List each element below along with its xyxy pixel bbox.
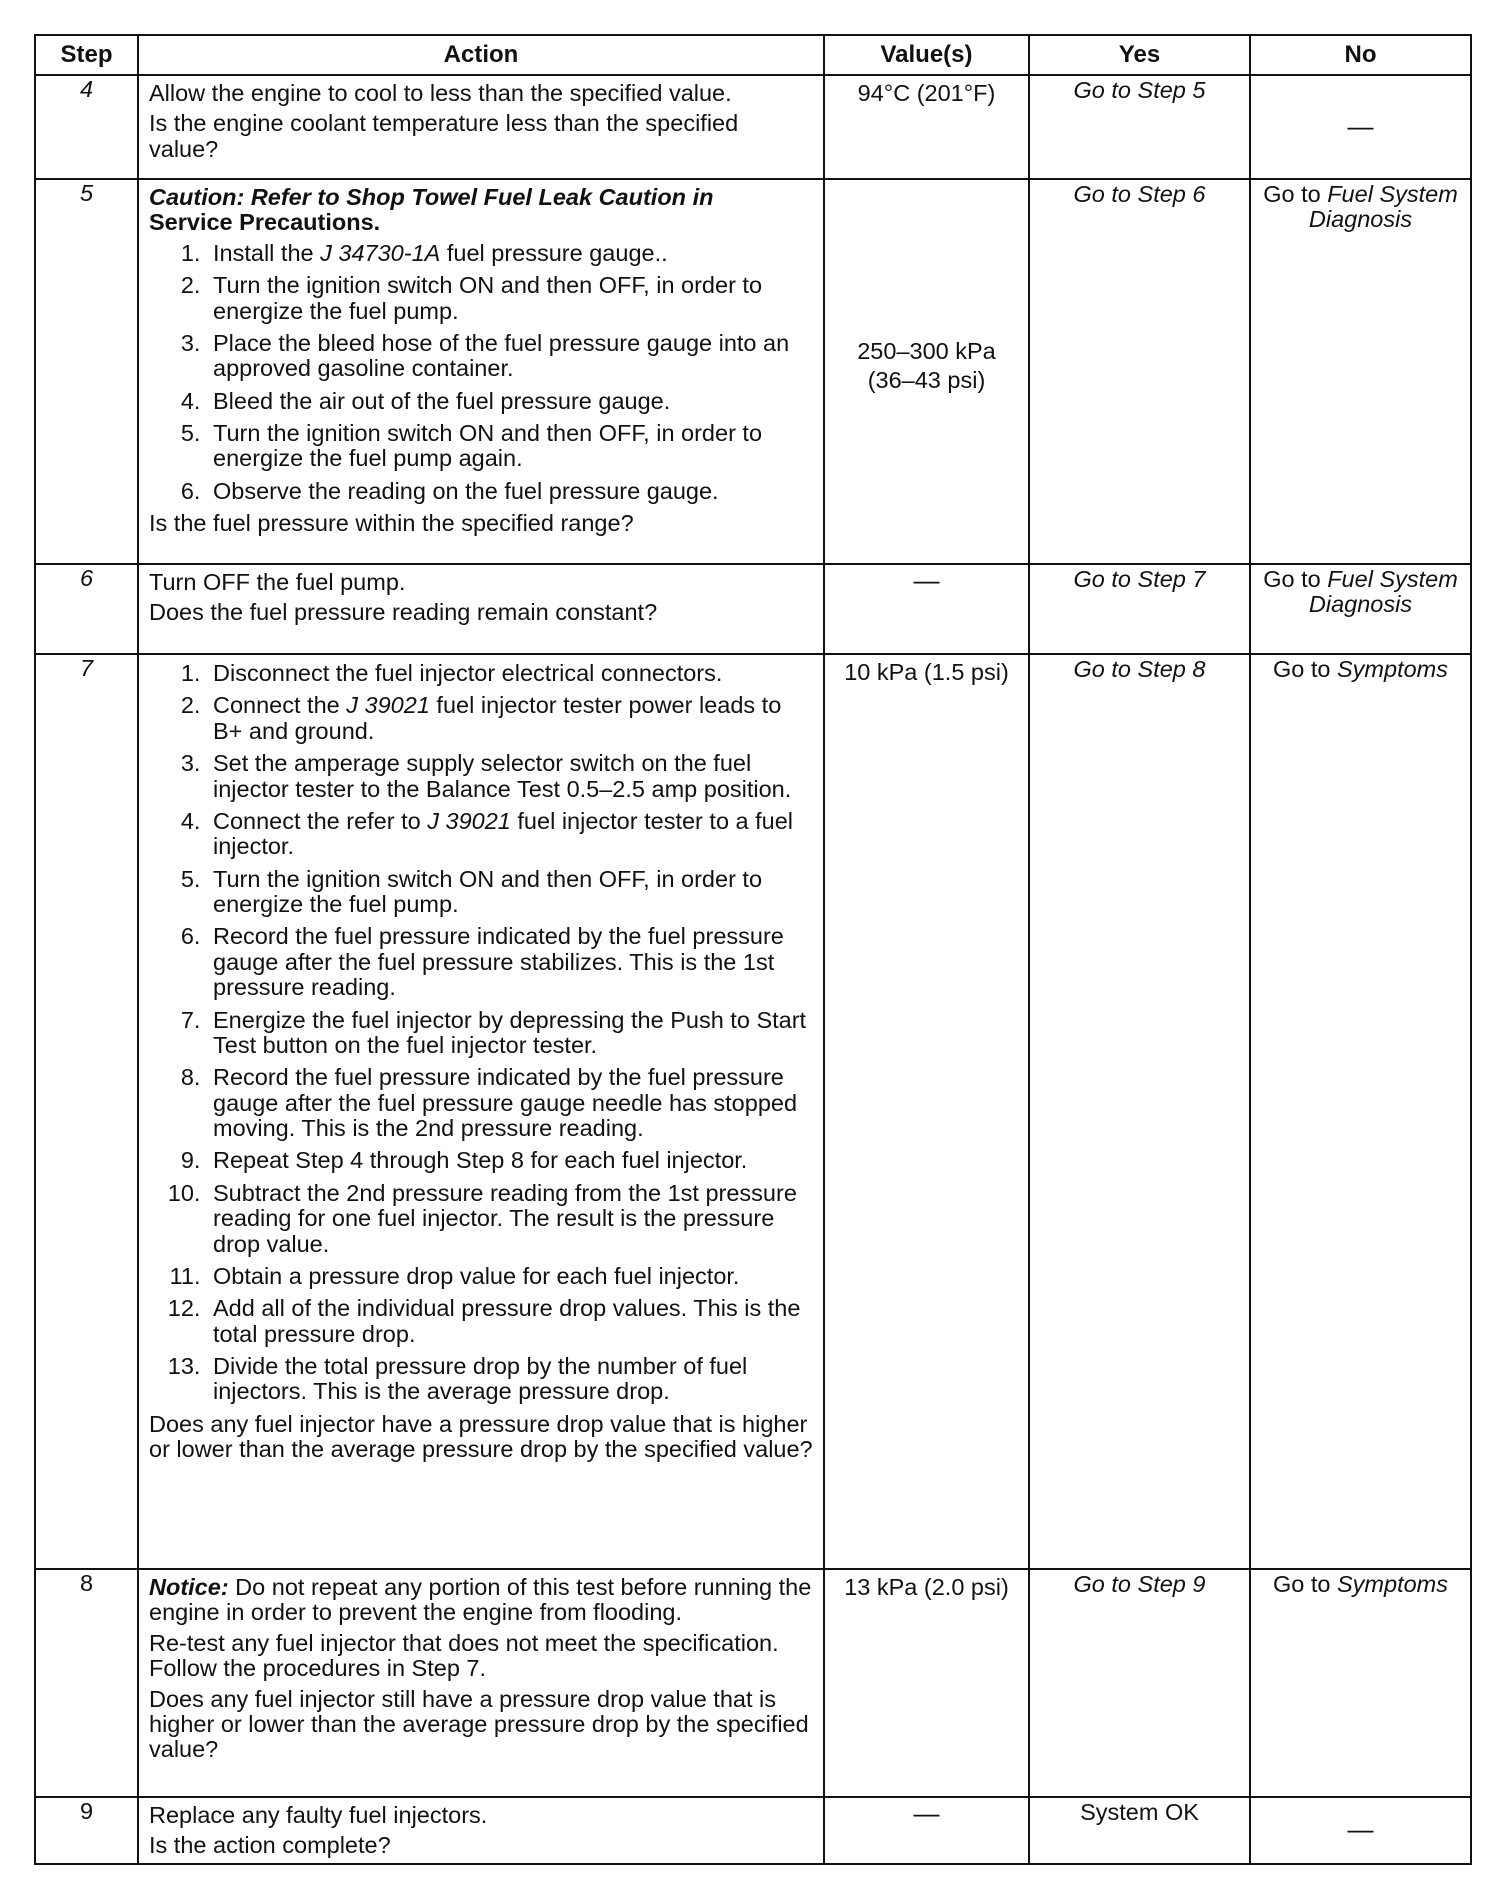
list-item: 7. Energize the fuel injector by depressing the Push to Start Test button on the fuel injector tester. xyxy=(207,1008,813,1059)
no-text: Go to xyxy=(1263,181,1328,207)
yes-cell xyxy=(1029,179,1250,564)
list-item xyxy=(207,241,813,266)
no-text: Go to xyxy=(1272,656,1337,682)
value-cell xyxy=(824,179,1029,564)
step-number: 4 xyxy=(35,75,138,179)
value-text: — xyxy=(913,565,940,595)
action-question: Is the action complete? xyxy=(149,1832,391,1859)
reference-link[interactable]: Fuel System Diagnosis xyxy=(1308,566,1458,618)
no-cell xyxy=(1250,1797,1471,1864)
yes-text: Go to Step 7 xyxy=(1073,566,1206,592)
step-number: 6 xyxy=(35,564,138,654)
header-values: Value(s) xyxy=(824,35,1029,75)
yes-text: Go to Step 9 xyxy=(1073,1571,1206,1597)
yes-text: Go to Step 6 xyxy=(1073,181,1206,207)
table-row xyxy=(35,654,1471,1569)
caution-label: Caution: Refer to Shop Towel Fuel Leak Caution in xyxy=(149,184,714,210)
value-text: — xyxy=(913,1798,940,1828)
action-text: Re-test any fuel injector that does not meet the specification. Follow the procedures in Step 7. xyxy=(149,1629,779,1682)
no-cell xyxy=(1250,654,1471,1569)
no-cell xyxy=(1250,564,1471,654)
list-item: 1. Disconnect the fuel injector electrical connectors. xyxy=(207,661,813,686)
list-item-text: fuel injector tester power leads to B+ and ground. xyxy=(213,692,782,744)
yes-cell xyxy=(1029,1569,1250,1797)
caution-precautions: Service Precautions. xyxy=(149,209,381,236)
value-cell xyxy=(824,1569,1029,1797)
action-question: Does any fuel injector have a pressure drop value that is higher or lower than the average pressure drop by the specified value? xyxy=(149,1410,813,1463)
table-row xyxy=(35,75,1471,179)
no-text: Go to xyxy=(1272,1571,1337,1597)
action-question: Does any fuel injector still have a pressure drop value that is higher or lower than the average pressure drop by the specified value? xyxy=(149,1685,809,1763)
action-cell xyxy=(138,564,824,654)
header-action: Action xyxy=(138,35,824,75)
header-yes: Yes xyxy=(1029,35,1250,75)
value-text: 250–300 kPa xyxy=(857,338,996,364)
value-text: 94°C (201°F) xyxy=(857,80,996,106)
yes-cell xyxy=(1029,75,1250,179)
no-text: Go to xyxy=(1263,566,1328,592)
header-step: Step xyxy=(35,35,138,75)
value-cell xyxy=(824,75,1029,179)
action-cell xyxy=(138,75,824,179)
table-header xyxy=(35,35,1471,75)
step-number: 5 xyxy=(35,179,138,564)
no-cell xyxy=(1250,75,1471,179)
no-text: — xyxy=(1347,1814,1374,1845)
action-text: Allow the engine to cool to less than the specified value. xyxy=(149,80,732,106)
action-cell xyxy=(138,1569,824,1797)
action-cell xyxy=(138,179,824,564)
header-no: No xyxy=(1250,35,1471,75)
list-item: 3. Set the amperage supply selector switch on the fuel injector tester to the Balance Test 0.5–2.5 amp position. xyxy=(207,751,813,802)
reference-link[interactable]: Symptoms xyxy=(1337,656,1448,682)
list-item xyxy=(207,809,813,860)
yes-text: Go to Step 8 xyxy=(1073,656,1206,682)
yes-text: Go to Step 5 xyxy=(1073,77,1206,103)
yes-text: System OK xyxy=(1080,1799,1199,1825)
list-item-text: Connect the refer to xyxy=(213,807,428,834)
action-question: Is the fuel pressure within the specified range? xyxy=(149,510,634,537)
tool-reference: J 39021 xyxy=(346,692,430,719)
list-item-text: Install the xyxy=(213,239,321,266)
action-text: Turn OFF the fuel pump. xyxy=(149,569,406,595)
table-row xyxy=(35,1569,1471,1797)
action-question: Is the engine coolant temperature less than the specified value? xyxy=(149,110,739,162)
table-row xyxy=(35,1797,1471,1864)
value-text: 13 kPa (2.0 psi) xyxy=(844,1574,1009,1600)
list-item: 10. Subtract the 2nd pressure reading from the 1st pressure reading for one fuel injector. The result is the pressure drop value. xyxy=(207,1181,813,1257)
notice-body: Do not repeat any portion of this test before running the engine in order to prevent the engine from flooding. xyxy=(149,1574,812,1626)
list-item: 4. Bleed the air out of the fuel pressure gauge. xyxy=(207,389,813,414)
procedure-list xyxy=(149,241,813,504)
list-item: 5. Turn the ignition switch ON and then OFF, in order to energize the fuel pump again. xyxy=(207,421,813,472)
procedure-list xyxy=(149,661,813,1405)
action-question: Does the fuel pressure reading remain constant? xyxy=(149,599,658,626)
no-cell xyxy=(1250,1569,1471,1797)
list-item-text: fuel injector tester to a fuel injector. xyxy=(213,807,794,860)
value-cell xyxy=(824,564,1029,654)
value-text: (36–43 psi) xyxy=(867,367,986,394)
list-item: 13. Divide the total pressure drop by the number of fuel injectors. This is the average pressure drop. xyxy=(207,1354,813,1405)
table-row xyxy=(35,179,1471,564)
action-cell xyxy=(138,1797,824,1864)
yes-cell xyxy=(1029,1797,1250,1864)
list-item xyxy=(207,693,813,744)
step-number: 9 xyxy=(35,1797,138,1864)
list-item: 5. Turn the ignition switch ON and then OFF, in order to energize the fuel pump. xyxy=(207,867,813,918)
list-item: 3. Place the bleed hose of the fuel pressure gauge into an approved gasoline container. xyxy=(207,331,813,382)
list-item: 12. Add all of the individual pressure drop values. This is the total pressure drop. xyxy=(207,1296,813,1347)
action-text: Replace any faulty fuel injectors. xyxy=(149,1802,488,1828)
caution-text xyxy=(149,185,813,236)
list-item: 8. Record the fuel pressure indicated by the fuel pressure gauge after the fuel pressure gauge needle has stopped moving. This is the 2nd pressure reading. xyxy=(207,1065,813,1141)
action-cell xyxy=(138,654,824,1569)
header-row xyxy=(35,35,1471,75)
notice-text xyxy=(149,1575,813,1626)
diagnostic-table xyxy=(34,34,1472,1865)
list-item: 9. Repeat Step 4 through Step 8 for each fuel injector. xyxy=(207,1148,813,1173)
list-item: 6. Record the fuel pressure indicated by the fuel pressure gauge after the fuel pressure stabilizes. This is the 1st pressure reading. xyxy=(207,924,813,1000)
value-text: 10 kPa (1.5 psi) xyxy=(844,659,1009,685)
no-text: — xyxy=(1347,110,1374,141)
table-row xyxy=(35,564,1471,654)
value-cell xyxy=(824,1797,1029,1864)
list-item: 6. Observe the reading on the fuel pressure gauge. xyxy=(207,479,813,504)
tool-reference: J 39021 xyxy=(427,807,511,834)
tool-reference: J 34730-1A xyxy=(320,239,441,266)
notice-label: Notice: xyxy=(149,1574,229,1600)
list-item: 2. Turn the ignition switch ON and then OFF, in order to energize the fuel pump. xyxy=(207,273,813,324)
reference-link[interactable]: Symptoms xyxy=(1337,1571,1448,1597)
yes-cell xyxy=(1029,564,1250,654)
value-cell xyxy=(824,654,1029,1569)
list-item-text: fuel pressure gauge.. xyxy=(440,239,668,266)
list-item-text: Connect the xyxy=(213,692,347,719)
list-item: 11. Obtain a pressure drop value for each fuel injector. xyxy=(207,1264,813,1289)
step-number: 8 xyxy=(35,1569,138,1797)
no-cell xyxy=(1250,179,1471,564)
step-number: 7 xyxy=(35,654,138,1569)
reference-link[interactable]: Fuel System Diagnosis xyxy=(1308,181,1458,233)
yes-cell xyxy=(1029,654,1250,1569)
